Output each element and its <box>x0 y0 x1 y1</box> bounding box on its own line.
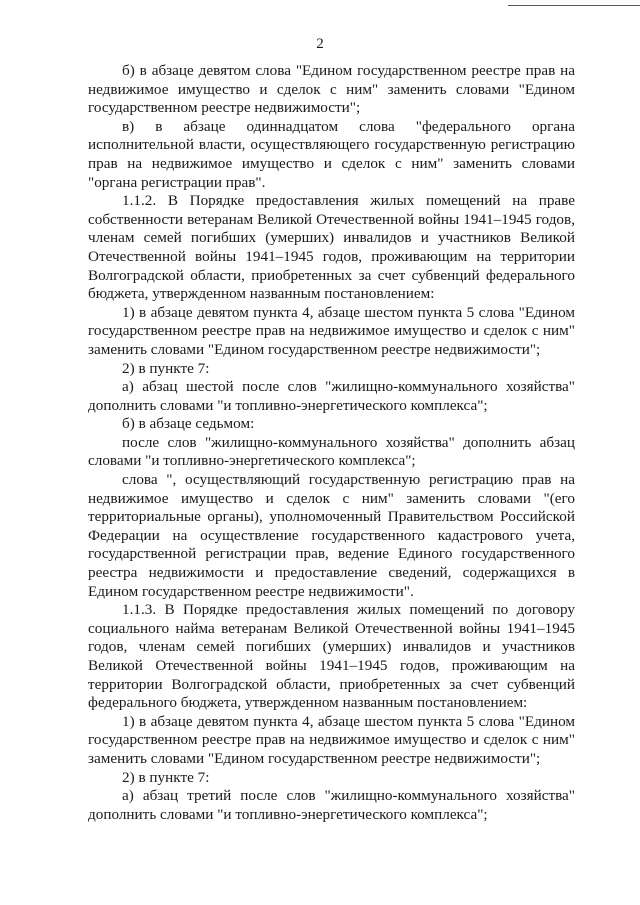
paragraph-1-1-2-item-2b: б) в абзаце седьмом: <box>122 415 255 433</box>
paragraph-b-ninth: б) в абзаце девятом слова "Едином государственном реестре прав на недвижимое имущество и сделок с ним" заменить словами "Едином государственном реестре недвижимости"; <box>88 62 575 117</box>
paragraph-v-eleventh: в) в абзаце одиннадцатом слова "федерального органа исполнительной власти, осуществляющего государственную регистрацию прав на недвижимое имущество и сделок с ним" заменить словами "органа регистрации прав". <box>88 117 575 191</box>
paragraph-1-1-2-item-2b-first: после слов "жилищно-коммунального хозяйства" дополнить абзац словами "и топливно-энергетического комплекса"; <box>88 433 575 470</box>
top-corner-rule <box>508 5 640 6</box>
paragraph-1-1-2-item-1: 1) в абзаце девятом пункта 4, абзаце шестом пункта 5 слова "Едином государственном реестре прав на недвижимое имущество и сделок с ним" заменить словами "Едином государственном реестре недвижимости"; <box>88 303 575 358</box>
paragraph-1-1-3-item-2: 2) в пункте 7: <box>122 768 210 786</box>
document-body <box>88 62 575 824</box>
paragraph-1-1-3-item-1: 1) в абзаце девятом пункта 4, абзаце шестом пункта 5 слова "Едином государственном реестре прав на недвижимое имущество и сделок с ним" заменить словами "Едином государственном реестре недвижимости"; <box>88 712 575 767</box>
paragraph-1-1-3-item-2a: а) абзац третий после слов "жилищно-коммунального хозяйства" дополнить словами "и топливно-энергетического комплекса"; <box>88 787 575 823</box>
paragraph-1-1-2-item-2b-second: слова ", осуществляющий государственную регистрацию прав на недвижимое имущество и сделок с ним" заменить словами "(его территориальные органы), уполномоченный Правительством Российской Федерации на осуществление государственного кадастрового учета, государственной регистрации прав, ведение Единого государственного реестра недвижимости и предоставление сведений, содержащихся в Едином государственном реестре недвижимости". <box>88 471 575 600</box>
paragraph-1-1-2-item-2: 2) в пункте 7: <box>122 359 210 377</box>
page-number: 2 <box>316 36 324 52</box>
paragraph-1-1-2-item-2a: а) абзац шестой после слов "жилищно-коммунального хозяйства" дополнить словами "и топливно-энергетического комплекса"; <box>88 378 575 414</box>
paragraph-1-1-2: 1.1.2. В Порядке предоставления жилых помещений на праве собственности ветеранам Великой Отечественной войны 1941–1945 годов, членам семей погибших (умерших) инвалидов и участников Великой Отечественной войны 1941–1945 годов, проживающим на территории Волгоградской области, приобретенных за счет субвенций федерального бюджета, утвержденном названным постановлением: <box>88 192 575 303</box>
paragraph-1-1-3: 1.1.3. В Порядке предоставления жилых помещений по договору социального найма ветеранам Великой Отечественной войны 1941–1945 годов, членам семей погибших (умерших) инвалидов и участников Великой Отечественной войны 1941–1945 годов, проживающим на территории Волгоградской области, приобретенных за счет субвенций федерального бюджета, утвержденном названным постановлением: <box>88 601 575 712</box>
